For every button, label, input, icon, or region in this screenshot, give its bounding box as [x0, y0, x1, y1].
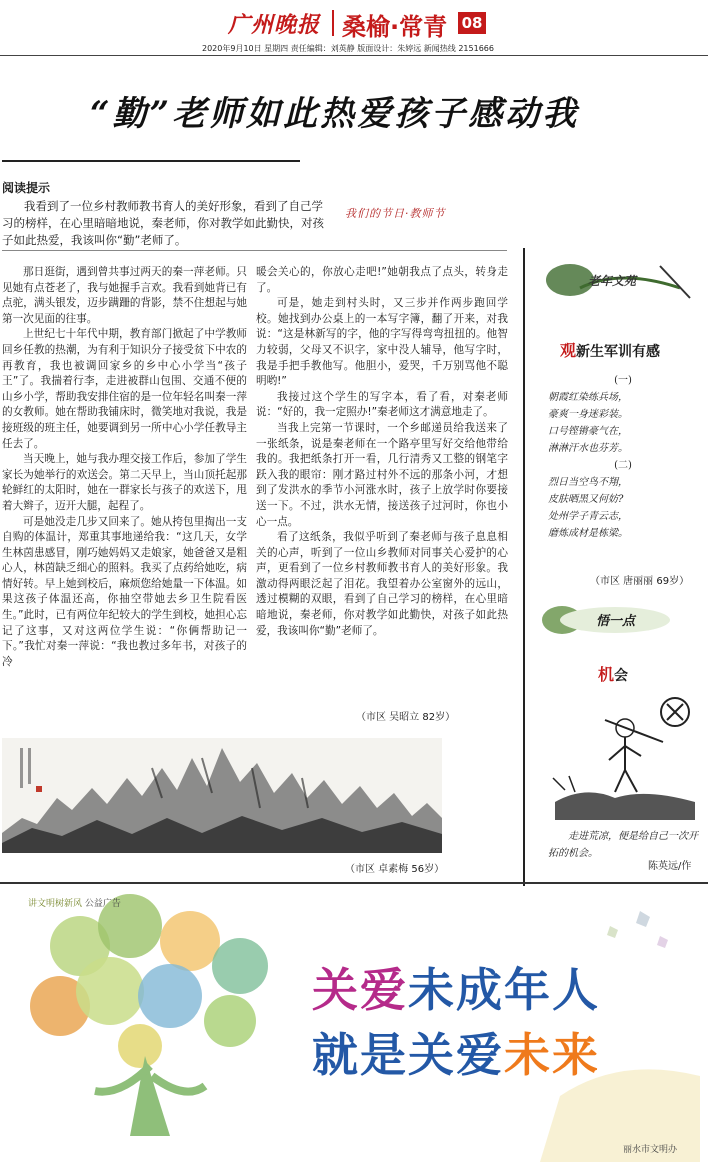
dateline: 2020年9月10日 星期四 责任编辑：刘英静 版面设计：朱婷远 新闻热线 2151666: [202, 44, 494, 53]
poetry-badge-label: 老年文苑: [588, 274, 637, 288]
ad-top-label: [28, 896, 121, 909]
paragraph: 暖会关心的，你放心走吧!”她朝我点了点头，转身走了。: [256, 266, 508, 294]
poem-line: 皮肤晒黑又何妨?: [548, 494, 624, 505]
headline: “勤”老师如此热爱孩子感动我: [90, 94, 580, 134]
cartoon-title: [598, 662, 628, 685]
article-column-2: [256, 265, 508, 639]
cartoon-caption: 走进荒凉，便是给自己一次开拓的机会。: [548, 831, 698, 859]
paragraph: 可是，她走到村头时，又三步并作两步跑回学校。她找到办公桌上的一本写字簿，翻了开来，对我说：“这是林新写的字，他的字写得弯弯扭扭的。他智力较弱，父母又不识字，家中没人辅导，他写字时，我是手把手教他写。他胆小，爱哭，千万别骂他不聪明哟!”: [256, 297, 508, 388]
poem-line: 淋淋汗水也芬芳。: [548, 443, 628, 454]
lead-paragraph: 我看到了一位乡村教师教书育人的美好形象，看到了自己学习的榜样，在心里暗暗地说，秦老师，你对教学如此勤快，对孩子如此热爱，我该叫你“勤”老师了。: [2, 199, 324, 247]
cartoon-illustration: [545, 690, 700, 820]
lead-label: 阅读提示: [2, 181, 51, 195]
slogan-part: 关爱: [312, 963, 408, 1017]
poem-line: 磨炼成材是栋梁。: [548, 528, 628, 539]
article-column-1: [2, 265, 247, 670]
paragraph: 我接过这个学生的写字本，看了看，对秦老师说：“好的，我一定照办!”秦老师这才满意地走了。: [256, 390, 508, 419]
poem-author: （市区 唐丽丽 69岁）: [590, 576, 690, 587]
poem-title: [560, 338, 660, 361]
cartoon-title-first: 机: [598, 665, 615, 684]
paragraph: 上世纪七十年代中期，教育部门掀起了中学教师回乡任教的热潮，为有利于知识分子接受贫下中农的再教育，我也被调回家乡的乡中心小学当“孩子王”了。我揣着行李，走进被群山包围、交通不便的山乡小学，帮助我安排住宿的是一位年轻名叫秦一萍的女教师。她在帮助我铺床时，微笑地对我说，我是接班级的班主任，她要调到另一所中心小学任教导主任去了。: [2, 328, 247, 450]
paragraph: 当天晚上，她与我办理交接工作后，参加了学生家长为她举行的欢送会。第二天早上，当山顶托起那轮鲜红的太阳时，她在一群家长与孩子的欢送下，甩着大辫子，迈开大腿，起程了。: [2, 453, 247, 512]
column-divider: [523, 248, 525, 888]
paragraph: 当我上完第一节课时，一个乡邮递员给我送来了一张纸条，说是秦老师在一个路亭里写好交给他带给我的。我把纸条打开一看，几行清秀又工整的钢笔字跃入我的眼帘：刚才路过村外不远的那条小河，才想到了发洪水的季节小河涨水时，孩子上放学时你要接送一下。不过，洪水无情，接送孩子过河时，你也小心一点。: [256, 421, 508, 528]
painting-byline: （市区 卓素梅 56岁）: [345, 864, 445, 875]
cartoon-badge-label: 悟一点: [596, 614, 636, 629]
poem-title-first: 观: [560, 341, 577, 360]
slogan-part: 未成年人: [408, 963, 600, 1017]
poem-line: 处州学子青云志，: [548, 511, 628, 522]
paragraph: 可是她没走几步又回来了。她从挎包里掏出一支自购的体温计，郑重其事地递给我：“这几天，女学生林茵患感冒，刚巧她妈妈又走娘家，她爸爸又是粗心人，林茵缺乏细心的照料。我买了点药给她吃，病情好转。早上她到校后，麻烦您给她量一下体温。如果这孩子体温还高，你抽空带她去乡卫生院看医生。”此时，已有两位年纪较大的学生到校，她担心忘记了这事，又对这两位学生说：“你俩帮助记一下。”我忙对秦一萍说：“我也教过多年书，对孩子的冷: [2, 515, 247, 668]
paper-name: 广州晚报: [228, 12, 321, 38]
slogan-part: 未来: [504, 1028, 600, 1082]
paragraph: 看了这纸条，我似乎听到了秦老师与孩子息息相关的心声，听到了一位山乡教师对同事关心爱护的心声，更看到了一位乡村教师教书育人的美好形象。我激动得两眼泛起了泪花。我望着办公室窗外的远山，透过模糊的双眼，看到了自己学习的榜样，在心里暗暗地说，秦老师，你对教学如此勤快，对孩子如此热爱，我该叫你“勤”老师了。: [256, 531, 508, 637]
poem-title-rest: 新生军训有感: [576, 344, 661, 360]
ad-sponsor: 丽水市文明办: [623, 1145, 678, 1155]
cartoon-badge: [540, 600, 690, 640]
poem-section-number: (一): [614, 375, 632, 386]
poem-line: 豪爽一身迷彩装。: [548, 409, 628, 420]
ad-top-label-a: 讲文明树新风: [28, 899, 83, 909]
cartoon-author: 陈英远/作: [648, 861, 692, 872]
poem-line: 口号铿锵豪气在，: [548, 426, 628, 437]
paragraph: 那日逛街，遇到曾共事过两天的秦一萍老师。只见她有点苍老了，我与她握手言欢。我看到她背已有点驼，满头银发，迈步蹒跚的背影，禁不住想起与她第一次见面的往事。: [2, 266, 247, 325]
poem-line: 烈日当空鸟不翔，: [548, 477, 628, 488]
public-service-ad: [0, 886, 708, 1162]
ad-slogan-line-1: [312, 954, 600, 1020]
ink-landscape-painting: [2, 738, 442, 853]
ad-divider: [0, 882, 708, 884]
section-rule: [2, 250, 507, 251]
masthead: [228, 6, 698, 42]
poem-line: 朝霞红染练兵场，: [548, 392, 628, 403]
article-byline: （市区 吴昭立 82岁）: [356, 712, 456, 723]
festival-tag: 我们的节日·教师节: [345, 207, 446, 220]
poetry-badge: [540, 258, 700, 308]
poem-section-number: (二): [614, 460, 632, 471]
masthead-rule: [0, 55, 708, 56]
page-number: 08: [458, 12, 486, 34]
ad-slogan-line-2: [312, 1019, 600, 1085]
cartoon-title-rest: 会: [614, 668, 629, 684]
slogan-part: 就是关爱: [312, 1028, 504, 1082]
headline-rule: [2, 160, 300, 162]
edition-name: 桑榆·常青: [342, 13, 448, 41]
masthead-divider: [332, 10, 334, 36]
ad-top-label-b: 公益广告: [84, 899, 121, 909]
poem-body: [548, 372, 698, 542]
